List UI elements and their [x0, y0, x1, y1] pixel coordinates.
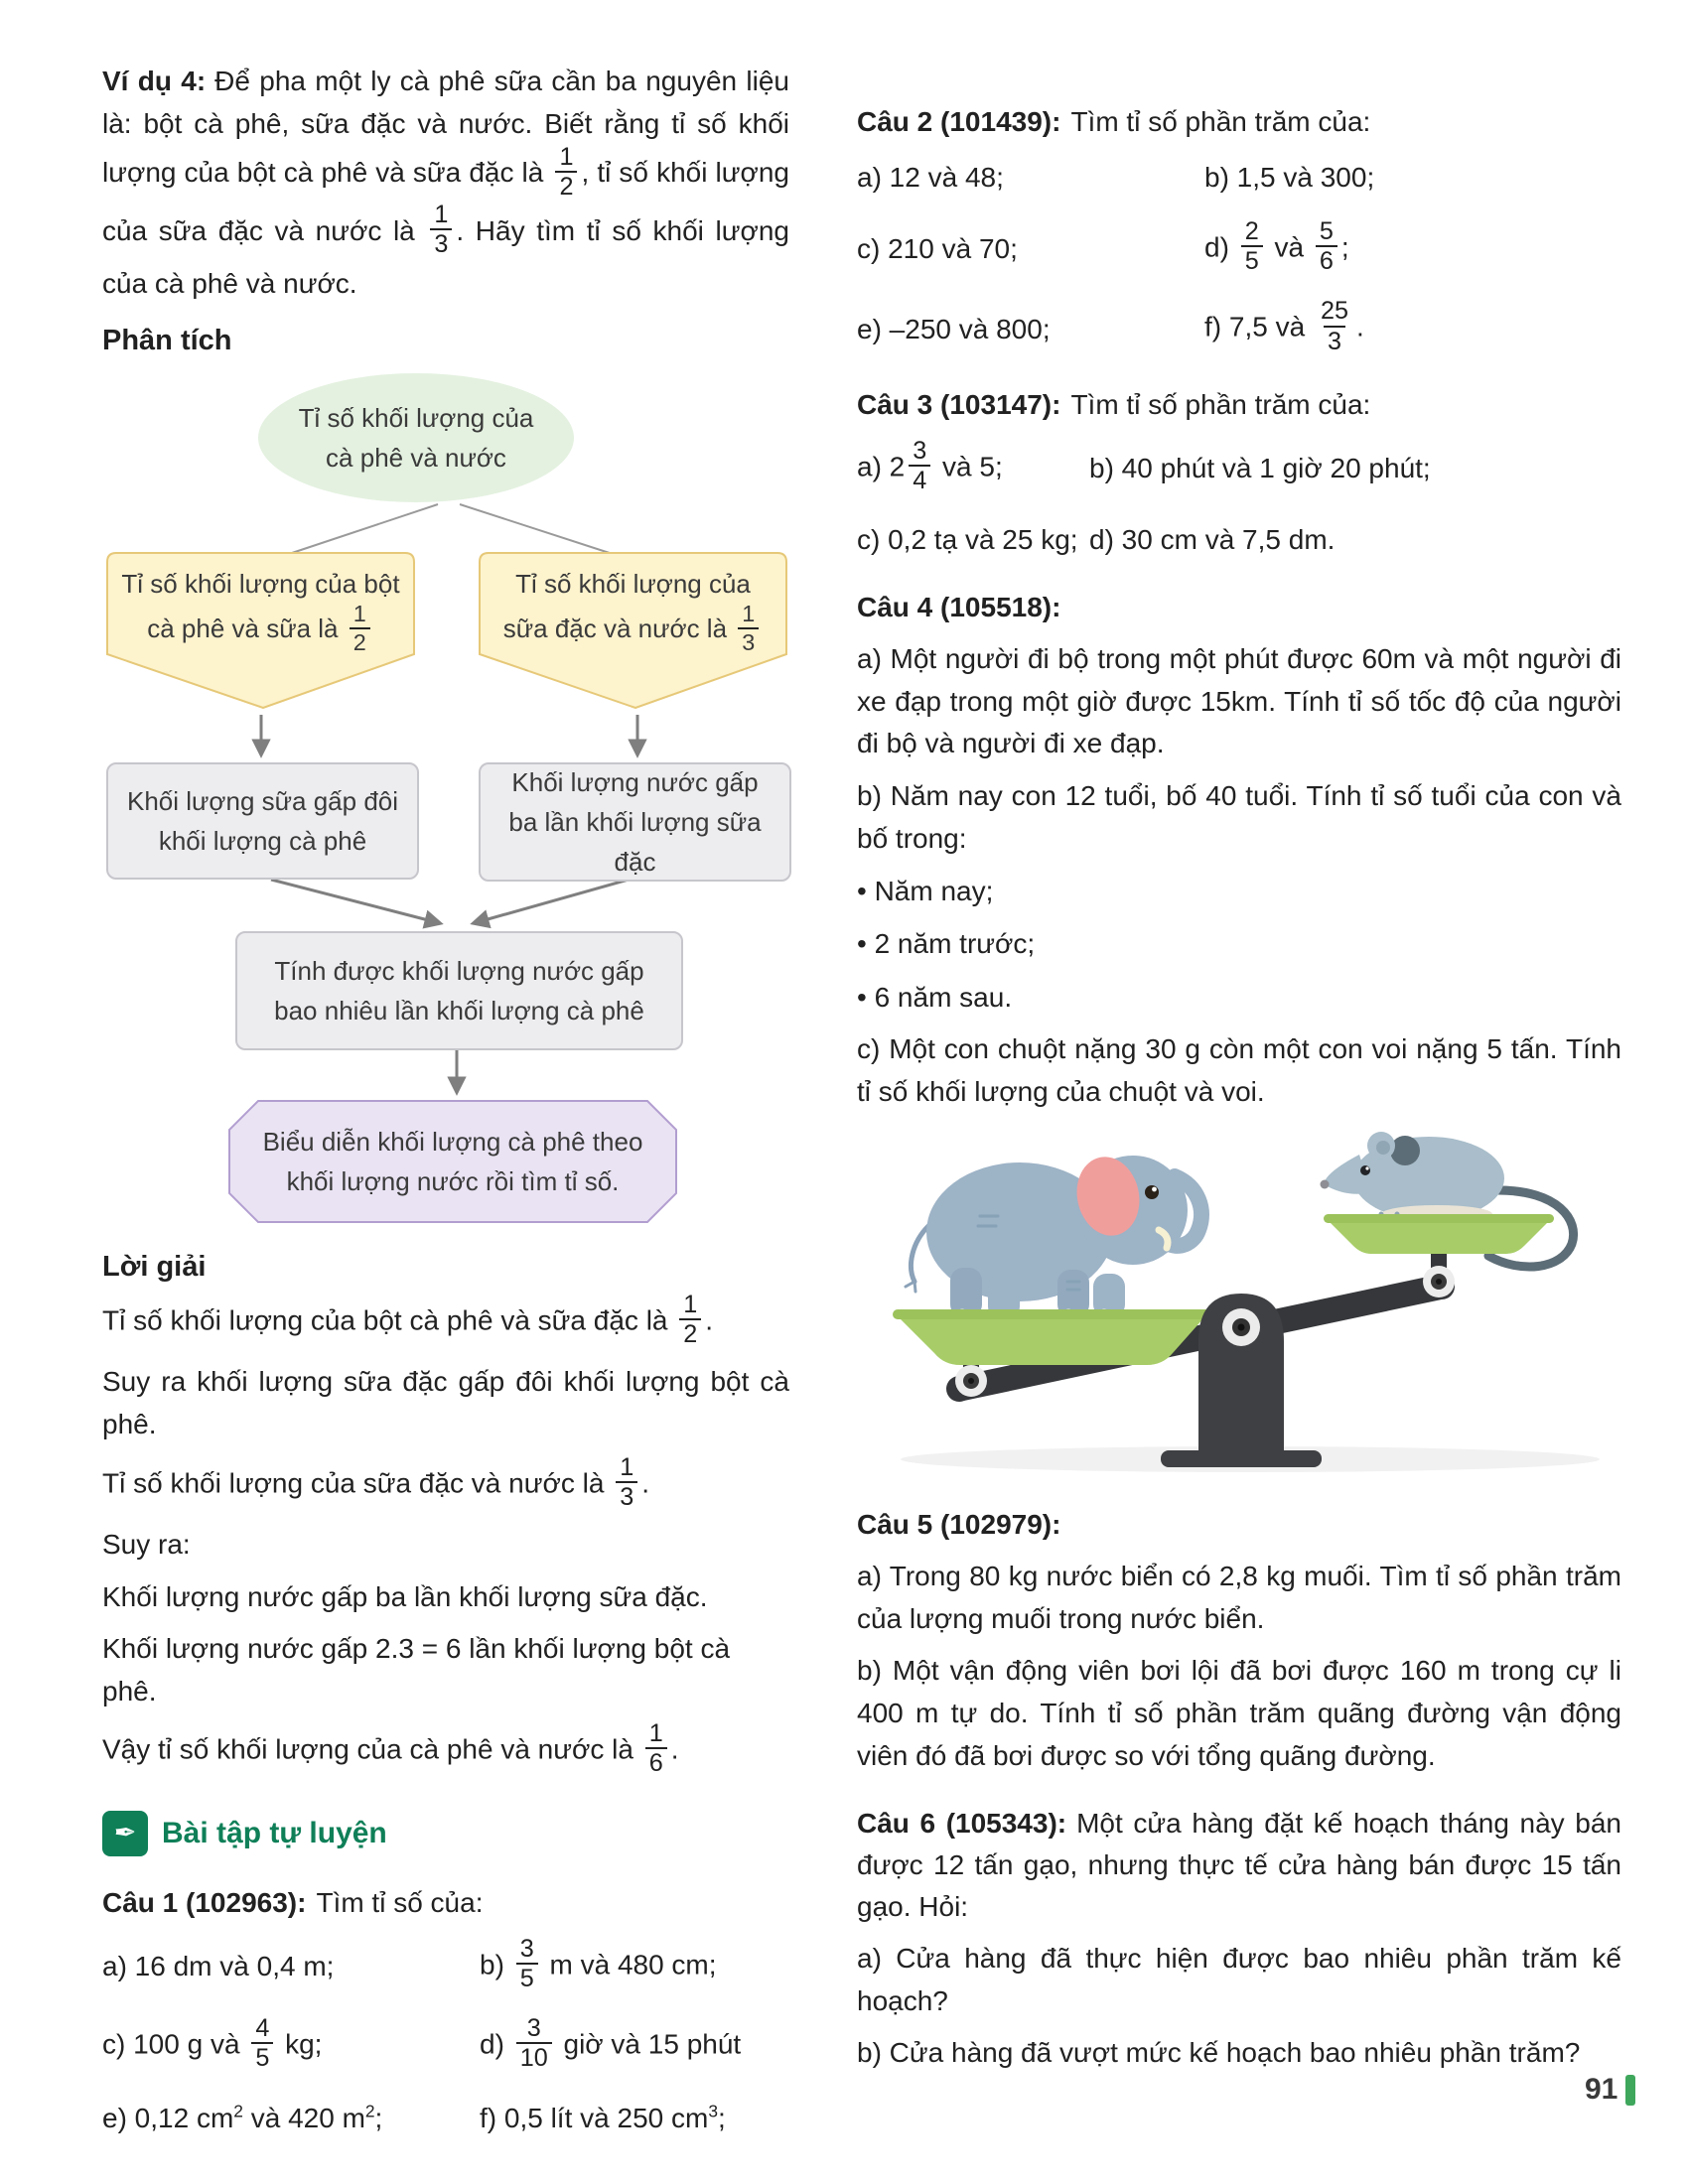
q1-item-b: b) $\frac{3}{5}$ m và 480 cm;	[480, 1934, 717, 1992]
pen-nib-icon: ✒	[102, 1811, 148, 1856]
q3-item-c: c) 0,2 tạ và 25 kg;	[857, 524, 1078, 556]
q2-item-c: c) 210 và 70;	[857, 233, 1018, 265]
analysis-heading: Phân tích	[102, 325, 232, 357]
practice-section-heading	[102, 1811, 789, 1856]
flowchart-node-premise-right-label: Tỉ số khối lượng của sữa đặc và nước là $\frac{1}{3}$	[479, 564, 787, 658]
ear-back	[1390, 1136, 1420, 1165]
solution-line: Suy ra:	[102, 1529, 191, 1561]
flowchart-node-premise-left-label: Tỉ số khối lượng của bột cà phê và sữa là $\frac{1}{2}$	[121, 569, 400, 655]
q1-item-a: a) 16 dm và 0,4 m;	[102, 1950, 335, 1981]
q1-item-f: f) 0,5 lít và 250 $cm^3$;	[480, 2101, 726, 2133]
flowchart-node-root	[258, 373, 574, 502]
question-2-intro: Tìm tỉ số phần trăm của:	[1070, 106, 1371, 137]
example-body: Để pha một ly cà phê sữa cần ba nguyên liệu là: bột cà phê, sữa đặc và nước. Biết rằng tỉ số khối lượng của bột cà phê và sữa đặc là $\frac{1}{2}$ , tỉ số khối lượng của sữa đặc và nước là $\frac{1}{3}$ . Hãy tìm tỉ số khối lượng của cà phê và nước.	[102, 66, 790, 299]
question-6-intro: Một cửa hàng đặt kế hoạch tháng này bán được 12 tấn gạo, nhưng thực tế cửa hàng bán được 15 tấn gạo. Hỏi:	[857, 1808, 1622, 1923]
question-1-label: Câu 1 (102963):	[102, 1886, 307, 1918]
question-1-heading	[102, 1882, 789, 1924]
solution-line: Tỉ số khối lượng của bột cà phê và sữa đặc là $\frac{1}{2}$ .	[102, 1291, 714, 1349]
q3-item-d: d) 30 cm và 7,5 dm.	[1089, 524, 1336, 556]
nose	[1321, 1180, 1330, 1189]
question-2-label: Câu 2 (101439):	[857, 106, 1061, 137]
flowchart-node-premise-left	[106, 552, 415, 709]
question-5-heading	[857, 1504, 1621, 1546]
left-column	[102, 60, 789, 2139]
pivot	[1222, 1308, 1260, 1346]
question-6-label: Câu 6 (105343):	[857, 1808, 1067, 1840]
page-footer	[1585, 2073, 1635, 2107]
question-3-intro: Tìm tỉ số phần trăm của:	[1070, 388, 1371, 420]
flowchart-node-root-label: Tỉ số khối lượng của cà phê và nước	[298, 402, 534, 474]
q5-part-b: b) Một vận động viên bơi lội đã bơi được 160 m trong cự li 400 m tự do. Tính tỉ số phần trăm quãng đường vận động viên đó đã bơi được so với tổng quãng đường.	[857, 1655, 1621, 1771]
q2-item-e: e) –250 và 800;	[857, 313, 1051, 344]
elephant-figure	[906, 1152, 1201, 1321]
flowchart-node-deduction-right-label: Khối lượng nước gấp ba lần khối lượng sữa đặc	[508, 766, 762, 878]
left-wheel	[955, 1365, 987, 1397]
q4-part-c: c) Một con chuột nặng 30 g còn một con voi nặng 5 tấn. Tính tỉ số khối lượng của chuột và voi.	[857, 1033, 1621, 1107]
q6-part-b: b) Cửa hàng đã vượt mức kế hoạch bao nhiêu phần trăm?	[857, 2037, 1581, 2069]
q3-item-a: a) 2 $\frac{3}{4}$ và 5;	[857, 436, 1003, 495]
flowchart-node-premise-right	[479, 552, 787, 709]
question-6-heading	[857, 1803, 1621, 1928]
elephant-mouse-balance-illustration	[863, 1131, 1637, 1478]
example-label: Ví dụ 4:	[102, 66, 207, 96]
left-pan	[893, 1309, 1210, 1365]
solution-line: Khối lượng nước gấp ba lần khối lượng sữa đặc.	[102, 1580, 708, 1612]
page-number: 91	[1585, 2073, 1618, 2106]
solution-heading: Lời giải	[102, 1251, 207, 1284]
practice-title: Bài tập tự luyện	[162, 1816, 387, 1849]
flowchart-node-deduction-left-label: Khối lượng sữa gấp đôi khối lượng cà phê	[126, 785, 399, 857]
solution-line: Vậy tỉ số khối lượng của cà phê và nước là $\frac{1}{6}$ .	[102, 1719, 679, 1778]
q6-part-a: a) Cửa hàng đã thực hiện được bao nhiêu phần trăm kế hoạch?	[857, 1943, 1621, 2016]
right-column	[857, 101, 1621, 2075]
q4-bullet: • Năm nay;	[857, 876, 994, 907]
solution-line: Suy ra khối lượng sữa đặc gấp đôi khối lượng bột cà phê.	[102, 1366, 789, 1440]
solution-line: Tỉ số khối lượng của sữa đặc và nước là $\frac{1}{3}$ .	[102, 1452, 649, 1511]
q4-bullet-list	[857, 870, 1621, 1019]
flowchart-node-deduction-left	[106, 762, 419, 880]
q4-part-a: a) Một người đi bộ trong một phút được 60m và một người đi xe đạp trong một giờ được 15km. Tính tỉ số tốc độ của người đi bộ và người đi xe đạp.	[857, 643, 1621, 759]
page-accent-bar	[1625, 2075, 1635, 2106]
q2-item-b: b) 1,5 và 300;	[1204, 162, 1375, 193]
example-paragraph	[102, 60, 789, 305]
eye	[1145, 1185, 1159, 1199]
question-1-items	[102, 1934, 789, 2139]
flowchart-node-conclusion	[228, 1100, 677, 1223]
flowchart-node-combine-label: Tính được khối lượng nước gấp bao nhiêu lần khối lượng cà phê	[274, 955, 644, 1026]
q4-bullet: • 2 năm trước;	[857, 928, 1036, 960]
flowchart-node-combine	[235, 931, 683, 1050]
q1-item-e: e) 0,12 $cm^2$ và 420 $m^2$;	[102, 2101, 383, 2133]
question-4-label: Câu 4 (105518):	[857, 592, 1061, 623]
q2-item-a: a) 12 và 48;	[857, 162, 1004, 193]
q1-item-c: c) 100 g và $\frac{4}{5}$ kg;	[102, 2014, 323, 2073]
q2-item-d: d) $\frac{2}{5}$ và $\frac{5}{6}$ ;	[1204, 217, 1349, 276]
eye	[1360, 1165, 1370, 1175]
flowchart-node-deduction-right	[479, 762, 791, 882]
right-wheel	[1423, 1266, 1455, 1297]
question-1-intro: Tìm tỉ số của:	[316, 1886, 484, 1918]
q4-bullet: • 6 năm sau.	[857, 981, 1013, 1013]
solution-line: Khối lượng nước gấp 2.3 = 6 lần khối lượng bột cà phê.	[102, 1633, 731, 1706]
question-2-heading	[857, 101, 1621, 143]
q4-part-b: b) Năm nay con 12 tuổi, bố 40 tuổi. Tính tỉ số tuổi của con và bố trong:	[857, 779, 1621, 854]
question-5-label: Câu 5 (102979):	[857, 1509, 1061, 1541]
q3-item-b: b) 40 phút và 1 giờ 20 phút;	[1089, 453, 1431, 484]
q2-item-f: f) 7,5 và $\frac{25}{3}$ .	[1204, 297, 1364, 355]
question-4-heading	[857, 587, 1621, 628]
question-2-items	[857, 157, 1621, 358]
question-3-items	[857, 436, 1621, 561]
analysis-flowchart	[102, 365, 797, 1231]
q5-part-a: a) Trong 80 kg nước biển có 2,8 kg muối. Tìm tỉ số phần trăm của lượng muối trong nước biển.	[857, 1561, 1621, 1634]
right-pan	[1324, 1214, 1554, 1254]
flowchart-node-conclusion-label: Biểu diễn khối lượng cà phê theo khối lượng nước rồi tìm tỉ số.	[262, 1126, 643, 1197]
question-3-label: Câu 3 (103147):	[857, 388, 1061, 420]
question-3-heading	[857, 384, 1621, 426]
q1-item-d: d) $\frac{3}{10}$ giờ và 15 phút	[480, 2014, 742, 2073]
